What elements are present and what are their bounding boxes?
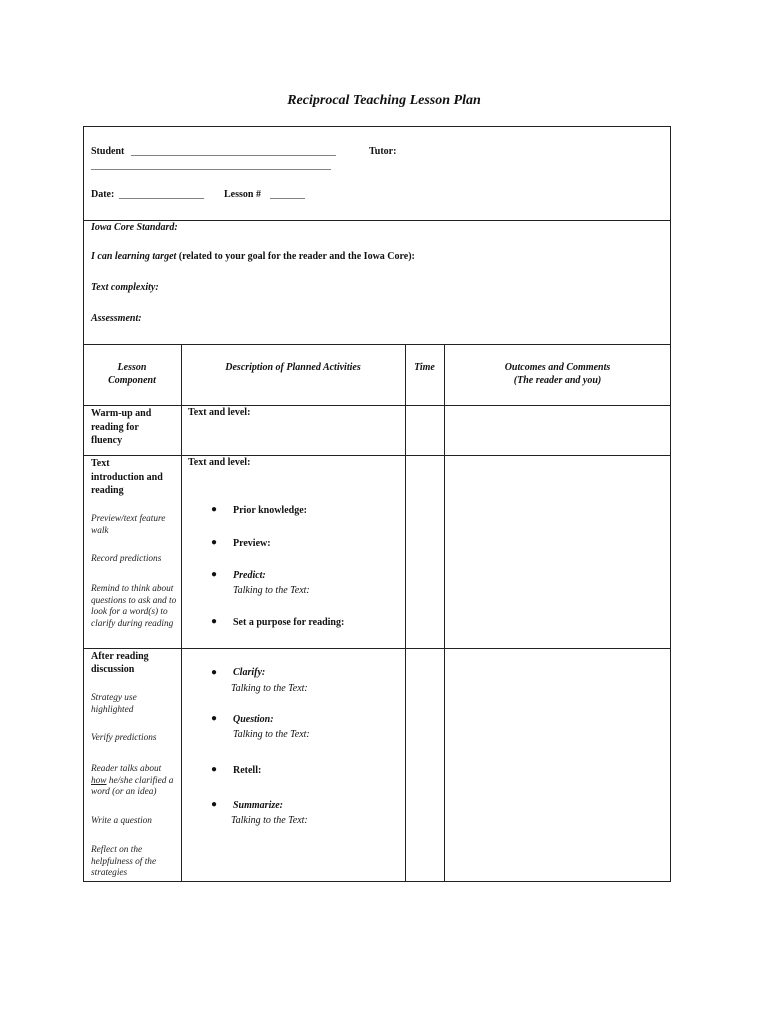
i-can-learning-target xyxy=(91,251,415,264)
after-component-line1: After reading xyxy=(91,651,149,662)
intro-note-remind: Remind to think about questions to ask and to look for a word(s) to clarify during reading xyxy=(91,584,177,630)
after-component-line2: discussion xyxy=(91,663,135,675)
i-can-description: (related to your goal for the reader and the Iowa Core): xyxy=(178,251,415,262)
bullet-icon: ● xyxy=(211,569,218,580)
header-outcomes-line1: Outcomes and Comments xyxy=(504,362,611,373)
i-can-label: I can learning target xyxy=(91,251,177,262)
question-label: Question: xyxy=(233,714,274,725)
intro-component-line2: introduction and xyxy=(91,471,163,483)
warmup-component-line3: fluency xyxy=(91,435,123,446)
after-note-reader-talks-how: how xyxy=(91,775,107,786)
bullet-icon: ● xyxy=(211,537,218,548)
intro-note-preview: Preview/text feature walk xyxy=(91,514,166,536)
date-label: Date: xyxy=(91,189,115,200)
question-talking-to-text: Talking to the Text: xyxy=(233,729,310,740)
table-divider xyxy=(444,344,445,882)
header-outcomes-line2: (The reader and you) xyxy=(513,374,602,386)
table-divider xyxy=(83,455,671,456)
intro-component-line1: Text xyxy=(91,458,110,469)
warmup-text-and-level: Text and level: xyxy=(188,407,251,418)
header-lesson-component xyxy=(83,362,181,387)
predict-talking-to-text: Talking to the Text: xyxy=(233,585,310,596)
intro-component xyxy=(91,457,163,498)
retell-label: Retell: xyxy=(233,765,262,776)
summarize-talking-to-text: Talking to the Text: xyxy=(231,815,308,826)
clarify-label: Clarify: xyxy=(233,667,266,678)
warmup-component xyxy=(91,407,151,448)
bullet-icon: ● xyxy=(211,764,218,775)
intro-text-and-level: Text and level: xyxy=(188,457,251,468)
table-divider xyxy=(181,344,182,882)
tutor-label: Tutor: xyxy=(369,146,397,157)
header-lesson-component-line2: Component xyxy=(108,374,156,386)
bullet-icon: ● xyxy=(211,616,218,627)
iowa-core-standard-label: Iowa Core Standard: xyxy=(91,222,178,233)
intro-component-line3: reading xyxy=(91,485,124,496)
after-component xyxy=(91,651,149,676)
after-note-reader-talks xyxy=(91,764,179,799)
after-note-reflect: Reflect on the helpfulness of the strategies xyxy=(91,845,157,879)
lesson-number-blank[interactable]: _______ xyxy=(270,189,305,200)
after-note-reader-talks-pre: Reader talks about xyxy=(91,764,162,774)
tutor-blank[interactable]: ________________________________________________ xyxy=(91,160,331,171)
document-title: Reciprocal Teaching Lesson Plan xyxy=(287,93,481,108)
after-note-strategy: Strategy use highlighted xyxy=(91,693,137,715)
student-label: Student xyxy=(91,146,125,157)
bullet-icon: ● xyxy=(211,799,218,810)
lesson-number-label: Lesson # xyxy=(224,189,261,200)
after-note-reader-talks-post: he/she clarified a word (or an idea) xyxy=(91,775,174,798)
header-box xyxy=(83,126,671,221)
header-time: Time xyxy=(414,362,435,373)
assessment-label: Assessment: xyxy=(91,313,142,324)
after-note-write-question: Write a question xyxy=(91,816,152,826)
header-outcomes xyxy=(444,362,671,387)
text-complexity-label: Text complexity: xyxy=(91,282,159,293)
table-divider xyxy=(83,648,671,649)
bullet-icon: ● xyxy=(211,504,218,515)
summarize-label: Summarize: xyxy=(233,800,284,811)
clarify-talking-to-text: Talking to the Text: xyxy=(231,683,308,694)
preview-label: Preview: xyxy=(233,538,271,549)
predict-label: Predict: xyxy=(233,570,266,581)
table-divider xyxy=(83,405,671,406)
warmup-component-line2: reading for xyxy=(91,421,139,433)
warmup-component-line1: Warm-up and xyxy=(91,408,152,419)
header-description: Description of Planned Activities xyxy=(225,362,361,373)
standards-box xyxy=(83,220,671,345)
student-blank[interactable]: _________________________________________ xyxy=(131,146,336,157)
date-blank[interactable]: _________________ xyxy=(119,189,204,200)
bullet-icon: ● xyxy=(211,667,218,678)
table-divider xyxy=(405,344,406,882)
intro-note-predictions: Record predictions xyxy=(91,554,162,564)
header-lesson-component-line1: Lesson xyxy=(117,362,147,373)
prior-knowledge-label: Prior knowledge: xyxy=(233,505,307,516)
set-purpose-label: Set a purpose for reading: xyxy=(233,617,345,628)
bullet-icon: ● xyxy=(211,713,218,724)
after-note-verify: Verify predictions xyxy=(91,733,157,743)
